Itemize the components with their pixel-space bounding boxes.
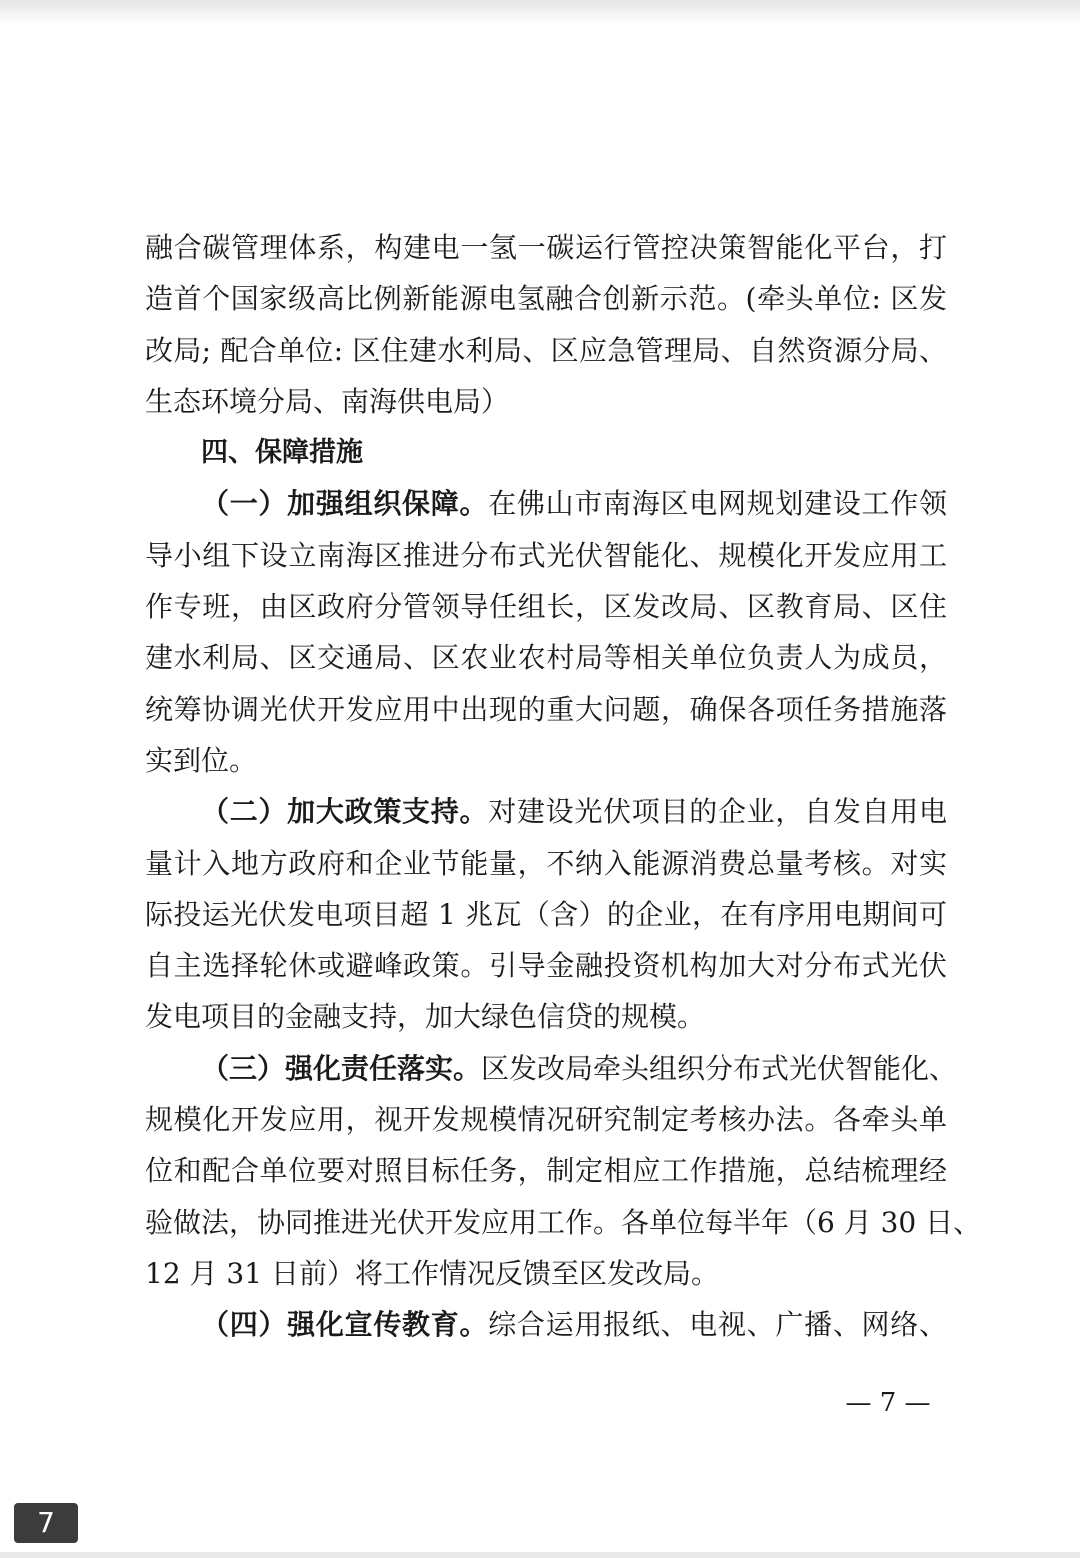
top-shadow — [0, 0, 1080, 26]
body-line — [145, 1145, 947, 1196]
heading-text: 四、保障措施 — [201, 437, 363, 469]
subsection-lead: （三）强化责任落实。 — [201, 1051, 482, 1085]
body-line — [145, 273, 947, 324]
body-line — [145, 1043, 958, 1094]
document-body — [145, 222, 982, 1351]
line-text: 改局; 配合单位: 区住建水利局、区应急管理局、自然资源分局、 — [145, 333, 947, 367]
line-text: 量计入地方政府和企业节能量，不纳入能源消费总量考核。对实 — [145, 846, 947, 880]
body-line — [145, 889, 947, 940]
body-line — [145, 838, 947, 889]
line-text: 建水利局、区交通局、区农业农村局等相关单位负责人为成员， — [145, 641, 947, 675]
line-text: 导小组下设立南海区推进分布式光伏智能化、规模化开发应用工 — [145, 538, 947, 572]
line-text: 12 月 31 日前）将工作情况反馈至区发改局。 — [145, 1256, 719, 1290]
subsection-lead: （一）加强组织保障。 — [201, 487, 489, 521]
bottom-edge — [0, 1552, 1080, 1558]
body-line — [145, 1248, 947, 1299]
body-line — [145, 478, 947, 529]
subsection-lead: （四）强化宣传教育。 — [201, 1308, 489, 1342]
body-line — [145, 1094, 947, 1145]
line-text: 生态环境分局、南海供电局） — [145, 384, 510, 418]
line-text: 自主选择轮休或避峰政策。引导金融投资机构加大对分布式光伏 — [145, 949, 947, 983]
body-line — [145, 684, 947, 735]
body-line — [145, 376, 947, 427]
body-line — [145, 1197, 982, 1248]
body-line — [145, 581, 947, 632]
body-line — [145, 786, 947, 837]
line-text: 统筹协调光伏开发应用中出现的重大问题，确保各项任务措施落 — [145, 692, 947, 726]
line-text: 验做法，协同推进光伏开发应用工作。各单位每半年（6 月 30 日、 — [145, 1205, 982, 1239]
line-text: 融合碳管理体系，构建电一氢一碳运行管控决策智能化平台，打 — [145, 231, 947, 264]
body-line — [145, 991, 947, 1042]
line-text: 实到位。 — [145, 743, 258, 777]
line-text: 发电项目的金融支持，加大绿色信贷的规模。 — [145, 1000, 706, 1034]
body-line — [145, 632, 947, 683]
section-heading — [145, 427, 947, 478]
line-text: 际投运光伏发电项目超 1 兆瓦（含）的企业，在有序用电期间可 — [145, 897, 947, 931]
subsection-lead: （二）加大政策支持。 — [201, 795, 489, 829]
line-text: 位和配合单位要对照目标任务，制定相应工作措施，总结梳理经 — [145, 1154, 947, 1188]
line-text: 造首个国家级高比例新能源电氢融合创新示范。(牵头单位: 区发 — [145, 282, 947, 316]
line-text: 作专班，由区政府分管领导任组长，区发改局、区教育局、区住 — [145, 590, 947, 624]
page-number: — 7 — — [845, 1388, 931, 1418]
body-line — [145, 325, 947, 376]
body-line — [145, 735, 947, 786]
body-line — [145, 1299, 947, 1350]
body-line — [145, 940, 947, 991]
line-text: 综合运用报纸、电视、广播、网络、 — [488, 1308, 947, 1342]
line-text: 区发改局牵头组织分布式光伏智能化、 — [481, 1051, 958, 1085]
image-index-badge[interactable]: 7 — [14, 1503, 78, 1543]
body-line — [145, 222, 947, 273]
line-text: 对建设光伏项目的企业，自发自用电 — [488, 795, 947, 829]
body-line — [145, 530, 947, 581]
line-text: 在佛山市南海区电网规划建设工作领 — [488, 487, 947, 521]
line-text: 规模化开发应用，视开发规模情况研究制定考核办法。各牵头单 — [145, 1103, 947, 1137]
